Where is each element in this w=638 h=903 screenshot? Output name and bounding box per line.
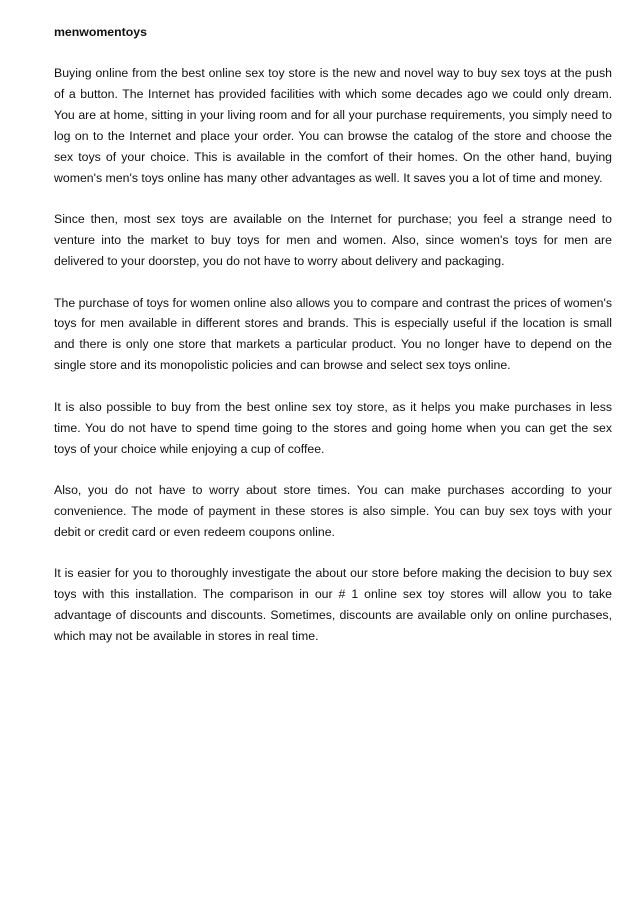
document-title: menwomentoys bbox=[54, 25, 147, 39]
paragraph-3: The purchase of toys for women online also allows you to compare and contrast the prices of women's toys for men available in different stores and brands. This is especially useful if the location is small and there is only one store that markets a particular product. You no longer have to depend on the single store and its monopolistic policies and can browse and select sex toys online. bbox=[54, 295, 612, 373]
paragraph-4: It is also possible to buy from the best online sex toy store, as it helps you make purchases in less time. You do not have to spend time going to the stores and going home when you can get the sex toys of your choice while enjoying a cup of coffee. bbox=[54, 399, 612, 456]
document-body bbox=[54, 22, 612, 647]
paragraph-5: Also, you do not have to worry about store times. You can make purchases according to your convenience. The mode of payment in these stores is also simple. You can buy sex toys with your debit or credit card or even redeem coupons online. bbox=[54, 482, 612, 539]
paragraph-2: Since then, most sex toys are available on the Internet for purchase; you feel a strange need to venture into the market to buy toys for men and women. Also, since women's toys for men are delivered to your doorstep, you do not have to worry about delivery and packaging. bbox=[54, 212, 612, 269]
paragraph-6: It is easier for you to thoroughly investigate the about our store before making the decision to buy sex toys with this installation. The comparison in our # 1 online sex toy stores will allow you to take advantage of discounts and discounts. Sometimes, discounts are available only on online purchases, which may not be available in stores in real time. bbox=[54, 566, 612, 643]
paragraph-1: Buying online from the best online sex toy store is the new and novel way to buy sex toys at the push of a button. The Internet has provided facilities with which some decades ago we could only dream. You are at home, sitting in your living room and for all your purchase requirements, you simply need to log on to the Internet and place your order. You can browse the catalog of the store and choose the sex toys of your choice. This is available in the comfort of their homes. On the other hand, buying women's men's toys online has many other advantages as well. It saves you a lot of time and money. bbox=[54, 66, 612, 185]
